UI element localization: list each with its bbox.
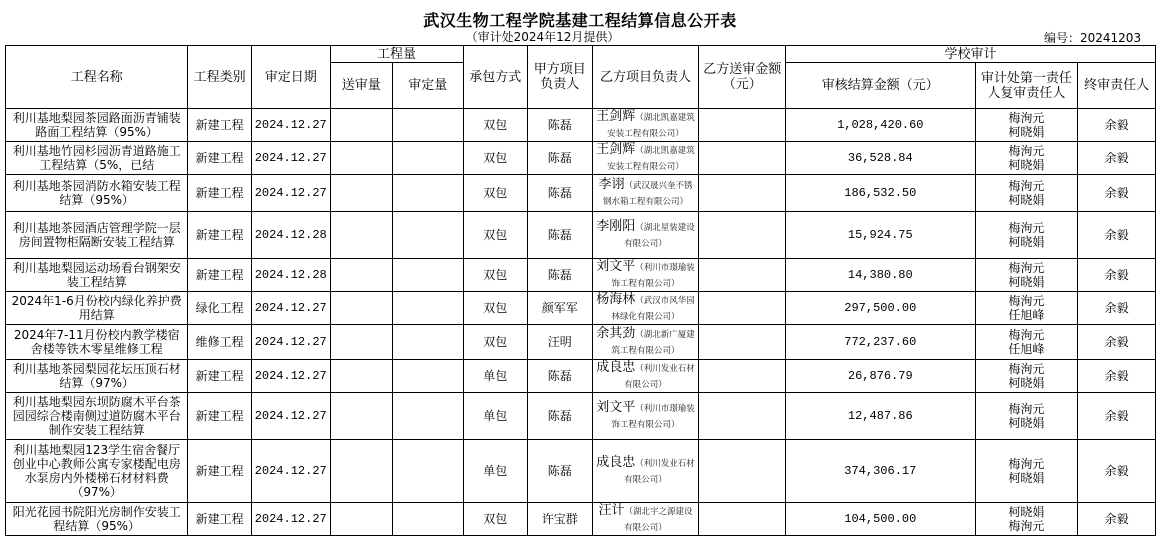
subtitle: （审计处2024年12月提供） xyxy=(465,30,620,44)
approved-quantity xyxy=(393,360,464,393)
submitted-quantity xyxy=(330,503,392,536)
party-a-lead: 陈磊 xyxy=(528,440,593,503)
party-b-name: 杨海林 xyxy=(596,292,636,307)
final-auditor: 余毅 xyxy=(1078,175,1156,212)
second-auditor: 任旭峰 xyxy=(1008,308,1045,322)
first-auditor: 梅洵元 xyxy=(1008,362,1045,376)
final-auditor: 余毅 xyxy=(1078,142,1156,175)
approved-quantity xyxy=(393,109,464,142)
project-name: 利川基地梨园123学生宿舍餐厅创业中心教师公寓专家楼配电房水泵房内外楼梯石材材料费（97%） xyxy=(6,440,188,503)
project-name: 利川基地梨园运动场看台钢架安装工程结算 xyxy=(6,259,188,292)
party-b-name: 汪计 xyxy=(598,503,625,518)
party-b-amount xyxy=(699,175,786,212)
project-category: 新建工程 xyxy=(188,142,251,175)
table-row xyxy=(6,109,1156,142)
audit-persons xyxy=(975,503,1078,536)
audit-persons xyxy=(975,292,1078,325)
party-b-amount xyxy=(699,503,786,536)
party-b-lead xyxy=(592,259,699,292)
party-b-company: （湖北宇之源建设有限公司） xyxy=(624,507,693,533)
table-row xyxy=(6,325,1156,360)
party-b-company: （湖北星装建设有限公司） xyxy=(624,223,695,249)
final-auditor: 余毅 xyxy=(1078,360,1156,393)
table-row xyxy=(6,259,1156,292)
approval-date: 2024.12.27 xyxy=(251,325,330,360)
submitted-quantity xyxy=(330,109,392,142)
submitted-quantity xyxy=(330,292,392,325)
party-b-company: （利川市璟瑜装饰工程有限公司） xyxy=(611,263,695,289)
first-auditor: 梅洵元 xyxy=(1008,111,1045,125)
second-auditor: 梅洵元 xyxy=(1008,519,1045,533)
approval-date: 2024.12.27 xyxy=(251,503,330,536)
audit-amount: 12,487.86 xyxy=(786,393,975,440)
header-final-auditor: 终审责任人 xyxy=(1078,63,1156,109)
project-name: 利川基地梨园东坝防腐木平台茶园园综合楼南侧过道防腐木平台制作安装工程结算 xyxy=(6,393,188,440)
header-party-a: 甲方项目负责人 xyxy=(528,46,593,109)
audit-persons xyxy=(975,393,1078,440)
party-b-amount xyxy=(699,360,786,393)
second-auditor: 任旭峰 xyxy=(1008,342,1045,356)
contract-type: 双包 xyxy=(463,292,528,325)
first-auditor: 梅洵元 xyxy=(1008,179,1045,193)
party-b-lead xyxy=(592,393,699,440)
second-auditor: 柯晓娟 xyxy=(1008,275,1045,289)
approved-quantity xyxy=(393,440,464,503)
party-b-company: （利川发业石材有限公司） xyxy=(624,364,695,390)
settlement-table xyxy=(5,45,1156,536)
audit-persons xyxy=(975,142,1078,175)
second-auditor: 柯晓娟 xyxy=(1008,193,1045,207)
party-b-amount xyxy=(699,212,786,259)
party-a-lead: 陈磊 xyxy=(528,142,593,175)
audit-amount: 374,306.17 xyxy=(786,440,975,503)
table-row xyxy=(6,175,1156,212)
first-auditor: 梅洵元 xyxy=(1008,457,1045,471)
project-name: 阳光花园书院阳光房制作安装工程结算（95%） xyxy=(6,503,188,536)
party-b-name: 王剑辉 xyxy=(596,109,636,124)
approval-date: 2024.12.27 xyxy=(251,292,330,325)
party-b-name: 王剑辉 xyxy=(596,142,636,157)
contract-type: 双包 xyxy=(463,212,528,259)
approval-date: 2024.12.27 xyxy=(251,142,330,175)
header-school-audit: 学校审计 xyxy=(786,46,1156,63)
party-a-lead: 陈磊 xyxy=(528,175,593,212)
party-b-name: 刘文平 xyxy=(596,400,636,415)
party-b-lead xyxy=(592,360,699,393)
audit-amount: 1,028,420.60 xyxy=(786,109,975,142)
audit-amount: 14,380.80 xyxy=(786,259,975,292)
party-a-lead: 汪明 xyxy=(528,325,593,360)
party-b-lead xyxy=(592,292,699,325)
project-category: 新建工程 xyxy=(188,503,251,536)
approved-quantity xyxy=(393,212,464,259)
party-b-lead xyxy=(592,109,699,142)
table-row xyxy=(6,142,1156,175)
party-b-name: 刘文平 xyxy=(596,259,636,274)
page-title: 武汉生物工程学院基建工程结算信息公开表 xyxy=(423,11,737,30)
contract-type: 双包 xyxy=(463,325,528,360)
audit-amount: 26,876.79 xyxy=(786,360,975,393)
approval-date: 2024.12.28 xyxy=(251,259,330,292)
audit-persons xyxy=(975,212,1078,259)
contract-type: 单包 xyxy=(463,440,528,503)
party-b-name: 成良忠 xyxy=(596,360,636,375)
first-auditor: 梅洵元 xyxy=(1008,261,1045,275)
party-b-company: （利川市璟瑜装饰工程有限公司） xyxy=(611,404,695,430)
header-approved: 审定量 xyxy=(393,63,464,109)
audit-persons xyxy=(975,109,1078,142)
final-auditor: 余毅 xyxy=(1078,503,1156,536)
project-category: 绿化工程 xyxy=(188,292,251,325)
project-category: 新建工程 xyxy=(188,109,251,142)
contract-type: 双包 xyxy=(463,142,528,175)
approved-quantity xyxy=(393,393,464,440)
table-row xyxy=(6,440,1156,503)
header-submitted: 送审量 xyxy=(330,63,392,109)
party-b-amount xyxy=(699,440,786,503)
approved-quantity xyxy=(393,175,464,212)
approved-quantity xyxy=(393,503,464,536)
submitted-quantity xyxy=(330,393,392,440)
project-category: 维修工程 xyxy=(188,325,251,360)
contract-type: 单包 xyxy=(463,360,528,393)
submitted-quantity xyxy=(330,175,392,212)
header-audit-persons: 审计处第一责任人复审责任人 xyxy=(975,63,1078,109)
project-category: 新建工程 xyxy=(188,360,251,393)
header-party-b: 乙方项目负责人 xyxy=(592,46,699,109)
party-b-lead xyxy=(592,440,699,503)
party-a-lead: 陈磊 xyxy=(528,360,593,393)
audit-persons xyxy=(975,360,1078,393)
first-auditor: 梅洵元 xyxy=(1008,144,1045,158)
header-date: 审定日期 xyxy=(251,46,330,109)
header-audit-amount: 审核结算金额（元） xyxy=(786,63,975,109)
submitted-quantity xyxy=(330,440,392,503)
party-b-lead xyxy=(592,212,699,259)
contract-type: 双包 xyxy=(463,503,528,536)
contract-type: 双包 xyxy=(463,175,528,212)
audit-amount: 36,528.84 xyxy=(786,142,975,175)
first-auditor: 梅洵元 xyxy=(1008,402,1045,416)
second-auditor: 柯晓娟 xyxy=(1008,471,1045,485)
party-a-lead: 陈磊 xyxy=(528,109,593,142)
party-b-name: 余其劲 xyxy=(596,326,636,341)
approved-quantity xyxy=(393,325,464,360)
approved-quantity xyxy=(393,292,464,325)
table-row xyxy=(6,503,1156,536)
audit-persons xyxy=(975,259,1078,292)
first-auditor: 梅洵元 xyxy=(1008,294,1045,308)
first-auditor: 柯晓娟 xyxy=(1008,505,1045,519)
final-auditor: 余毅 xyxy=(1078,393,1156,440)
party-a-lead: 颜军军 xyxy=(528,292,593,325)
contract-type: 双包 xyxy=(463,109,528,142)
audit-amount: 186,532.50 xyxy=(786,175,975,212)
project-name: 2024年1-6月份校内绿化养护费用结算 xyxy=(6,292,188,325)
project-category: 新建工程 xyxy=(188,259,251,292)
party-b-amount xyxy=(699,325,786,360)
approval-date: 2024.12.27 xyxy=(251,440,330,503)
party-b-lead xyxy=(592,175,699,212)
first-auditor: 梅洵元 xyxy=(1008,221,1045,235)
project-name: 2024年7-11月份校内教学楼宿舍楼等铁木零星维修工程 xyxy=(6,325,188,360)
party-b-amount xyxy=(699,292,786,325)
party-b-amount xyxy=(699,259,786,292)
project-name: 利川基地梨园茶园路面沥青铺装路面工程结算（95%） xyxy=(6,109,188,142)
project-name: 利川基地竹园杉园沥青道路施工工程结算（5%，已结 xyxy=(6,142,188,175)
approval-date: 2024.12.27 xyxy=(251,360,330,393)
submitted-quantity xyxy=(330,259,392,292)
contract-type: 单包 xyxy=(463,393,528,440)
audit-amount: 772,237.60 xyxy=(786,325,975,360)
submitted-quantity xyxy=(330,360,392,393)
party-b-lead xyxy=(592,503,699,536)
party-a-lead: 陈磊 xyxy=(528,393,593,440)
approval-date: 2024.12.27 xyxy=(251,393,330,440)
project-name: 利川基地茶园消防水箱安装工程结算（95%） xyxy=(6,175,188,212)
party-a-lead: 许宝群 xyxy=(528,503,593,536)
second-auditor: 柯晓娟 xyxy=(1008,376,1045,390)
table-row xyxy=(6,393,1156,440)
party-b-lead xyxy=(592,325,699,360)
final-auditor: 余毅 xyxy=(1078,440,1156,503)
party-b-company: （湖北凯嘉建筑安装工程有限公司） xyxy=(607,113,695,139)
audit-persons xyxy=(975,175,1078,212)
project-category: 新建工程 xyxy=(188,212,251,259)
party-a-lead: 陈磊 xyxy=(528,212,593,259)
party-b-company: （湖北凯嘉建筑安装工程有限公司） xyxy=(607,146,695,172)
final-auditor: 余毅 xyxy=(1078,259,1156,292)
table-row xyxy=(6,212,1156,259)
party-b-company: （利川发业石材有限公司） xyxy=(624,459,695,485)
party-b-lead xyxy=(592,142,699,175)
party-b-amount xyxy=(699,393,786,440)
project-category: 新建工程 xyxy=(188,393,251,440)
header-quantity: 工程量 xyxy=(330,46,463,63)
approval-date: 2024.12.28 xyxy=(251,212,330,259)
project-category: 新建工程 xyxy=(188,440,251,503)
first-auditor: 梅洵元 xyxy=(1008,328,1045,342)
second-auditor: 柯晓娟 xyxy=(1008,416,1045,430)
party-b-name: 李刚阳 xyxy=(596,219,636,234)
approval-date: 2024.12.27 xyxy=(251,109,330,142)
project-category: 新建工程 xyxy=(188,175,251,212)
audit-persons xyxy=(975,440,1078,503)
final-auditor: 余毅 xyxy=(1078,292,1156,325)
second-auditor: 柯晓娟 xyxy=(1008,158,1045,172)
header-project-name: 工程名称 xyxy=(6,46,188,109)
header-b-amount: 乙方送审金额（元） xyxy=(699,46,786,109)
final-auditor: 余毅 xyxy=(1078,212,1156,259)
party-b-company: （武汉晟兴奎不锈钢水箱工程有限公司） xyxy=(602,181,693,207)
approved-quantity xyxy=(393,142,464,175)
party-b-name: 李诩 xyxy=(598,177,625,192)
party-b-company: （武汉市风华园林绿化有限公司） xyxy=(611,296,695,322)
party-b-company: （湖北新广厦建筑工程有限公司） xyxy=(611,330,695,356)
approved-quantity xyxy=(393,259,464,292)
project-name: 利川基地茶园酒店管理学院一层房间置物柜隔断安装工程结算 xyxy=(6,212,188,259)
contract-type: 双包 xyxy=(463,259,528,292)
party-b-amount xyxy=(699,109,786,142)
second-auditor: 柯晓娟 xyxy=(1008,235,1045,249)
serial-number: 编号：20241203 xyxy=(1044,31,1142,45)
approval-date: 2024.12.27 xyxy=(251,175,330,212)
second-auditor: 柯晓娟 xyxy=(1008,125,1045,139)
header-contract-type: 承包方式 xyxy=(463,46,528,109)
final-auditor: 余毅 xyxy=(1078,109,1156,142)
audit-amount: 104,500.00 xyxy=(786,503,975,536)
party-a-lead: 陈磊 xyxy=(528,259,593,292)
audit-persons xyxy=(975,325,1078,360)
table-row xyxy=(6,360,1156,393)
final-auditor: 余毅 xyxy=(1078,325,1156,360)
submitted-quantity xyxy=(330,325,392,360)
submitted-quantity xyxy=(330,142,392,175)
table-row xyxy=(6,292,1156,325)
audit-amount: 15,924.75 xyxy=(786,212,975,259)
header-category: 工程类别 xyxy=(188,46,251,109)
project-name: 利川基地茶园梨园花坛压顶石材结算（97%） xyxy=(6,360,188,393)
party-b-amount xyxy=(699,142,786,175)
submitted-quantity xyxy=(330,212,392,259)
party-b-name: 成良忠 xyxy=(596,455,636,470)
audit-amount: 297,500.00 xyxy=(786,292,975,325)
